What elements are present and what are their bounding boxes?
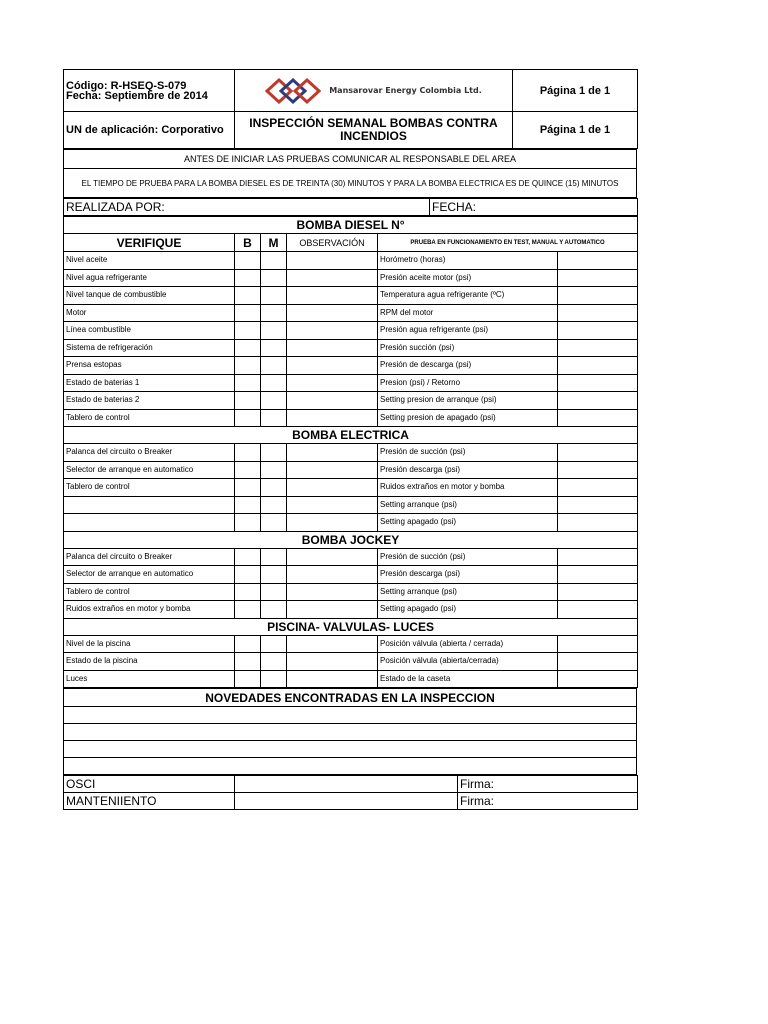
prueba-value-field[interactable]: [558, 357, 638, 375]
prueba-item: Presión de succión (psi): [378, 548, 558, 566]
verifique-item: Estado de baterias 2: [64, 392, 235, 410]
prueba-value-field[interactable]: [558, 670, 638, 688]
inspection-form: [63, 69, 637, 810]
check-b[interactable]: [235, 601, 261, 619]
prueba-value-field[interactable]: [558, 339, 638, 357]
prueba-item: Setting presion de apagado (psi): [378, 409, 558, 427]
un-aplicacion: UN de aplicación: Corporativo: [64, 112, 235, 149]
osci-firma-field[interactable]: Firma:: [458, 776, 638, 793]
check-m[interactable]: [261, 461, 287, 479]
table-row: [64, 392, 638, 410]
verifique-item: Ruidos extraños en motor y bomba: [64, 601, 235, 619]
observacion-field[interactable]: [287, 601, 378, 619]
table-row: [64, 339, 638, 357]
prueba-item: Presión succión (psi): [378, 339, 558, 357]
prueba-item: Setting arranque (psi): [378, 496, 558, 514]
check-m[interactable]: [261, 357, 287, 375]
observacion-field[interactable]: [287, 374, 378, 392]
check-b[interactable]: [235, 304, 261, 322]
table-row: [64, 635, 638, 653]
code-date-cell: [64, 70, 235, 112]
table-row: [64, 444, 638, 462]
observacion-field[interactable]: [287, 653, 378, 671]
table-row: [64, 322, 638, 340]
check-b[interactable]: [235, 479, 261, 497]
observacion-field[interactable]: [287, 635, 378, 653]
check-m[interactable]: [261, 304, 287, 322]
table-row: [64, 514, 638, 532]
verifique-item: Nivel de la piscina: [64, 635, 235, 653]
check-b[interactable]: [235, 566, 261, 584]
table-row: [64, 269, 638, 287]
form-header: [63, 69, 638, 149]
observacion-field[interactable]: [287, 566, 378, 584]
prueba-value-field[interactable]: [558, 566, 638, 584]
table-row: [64, 374, 638, 392]
notice-tiempo-prueba: EL TIEMPO DE PRUEBA PARA LA BOMBA DIESEL ES DE TREINTA (30) MINUTOS Y PARA LA BOMBA ELECTRICA ES DE QUINCE (15) MINUTOS: [64, 169, 637, 198]
prueba-value-field[interactable]: [558, 635, 638, 653]
piscina-rows: [64, 635, 638, 688]
check-m[interactable]: [261, 479, 287, 497]
check-b[interactable]: [235, 322, 261, 340]
jockey-rows: [64, 548, 638, 618]
check-b[interactable]: [235, 670, 261, 688]
check-b[interactable]: [235, 287, 261, 305]
check-m[interactable]: [261, 635, 287, 653]
verifique-item: Luces: [64, 670, 235, 688]
check-b[interactable]: [235, 583, 261, 601]
prueba-item: Setting arranque (psi): [378, 583, 558, 601]
novedades-line[interactable]: [64, 724, 637, 741]
diesel-rows: [64, 252, 638, 427]
novedades-line[interactable]: [64, 741, 637, 758]
table-row: [64, 479, 638, 497]
check-m[interactable]: [261, 601, 287, 619]
prueba-value-field[interactable]: [558, 601, 638, 619]
verifique-item: Sistema de refrigeración: [64, 339, 235, 357]
novedades: [63, 688, 637, 775]
prueba-value-field[interactable]: [558, 444, 638, 462]
table-row: [64, 409, 638, 427]
table-row: [64, 601, 638, 619]
prueba-value-field[interactable]: [558, 461, 638, 479]
observacion-field[interactable]: [287, 287, 378, 305]
check-m[interactable]: [261, 339, 287, 357]
prueba-value-field[interactable]: [558, 322, 638, 340]
prueba-value-field[interactable]: [558, 287, 638, 305]
prueba-item: Presion (psi) / Retorno: [378, 374, 558, 392]
verifique-item: Línea combustible: [64, 322, 235, 340]
prueba-value-field[interactable]: [558, 409, 638, 427]
table-row: [64, 670, 638, 688]
prueba-item: Ruidos extraños en motor y bomba: [378, 479, 558, 497]
observacion-field[interactable]: [287, 409, 378, 427]
verifique-item: [64, 496, 235, 514]
prueba-item: Posición válvula (abierta / cerrada): [378, 635, 558, 653]
observacion-field[interactable]: [287, 392, 378, 410]
realizada-por-field[interactable]: REALIZADA POR:: [64, 199, 430, 216]
check-b[interactable]: [235, 409, 261, 427]
observacion-field[interactable]: [287, 461, 378, 479]
mantenimiento-firma-field[interactable]: Firma:: [458, 793, 638, 810]
prueba-value-field[interactable]: [558, 252, 638, 270]
prueba-value-field[interactable]: [558, 269, 638, 287]
page-number-2: Página 1 de 1: [513, 112, 638, 149]
company-logo-icon: [265, 78, 321, 104]
col-observacion: OBSERVACIÓN: [287, 234, 378, 252]
verifique-item: Tablero de control: [64, 583, 235, 601]
check-b[interactable]: [235, 339, 261, 357]
prueba-value-field[interactable]: [558, 583, 638, 601]
form-date: Fecha: Septiembre de 2014: [66, 89, 208, 102]
novedades-line[interactable]: [64, 707, 637, 724]
check-m[interactable]: [261, 392, 287, 410]
prueba-item: Presión de descarga (psi): [378, 357, 558, 375]
check-m[interactable]: [261, 566, 287, 584]
verifique-item: Nivel agua refrigerante: [64, 269, 235, 287]
check-b[interactable]: [235, 252, 261, 270]
check-b[interactable]: [235, 635, 261, 653]
verifique-item: Tablero de control: [64, 479, 235, 497]
observacion-field[interactable]: [287, 514, 378, 532]
verifique-item: Prensa estopas: [64, 357, 235, 375]
check-m[interactable]: [261, 583, 287, 601]
check-m[interactable]: [261, 269, 287, 287]
prueba-item: Setting presion de arranque (psi): [378, 392, 558, 410]
check-m[interactable]: [261, 670, 287, 688]
prueba-value-field[interactable]: [558, 653, 638, 671]
table-row: [64, 583, 638, 601]
col-prueba: PRUEBA EN FUNCIONAMIENTO EN TEST, MANUAL Y AUTOMATICO: [378, 234, 638, 252]
check-m[interactable]: [261, 548, 287, 566]
observacion-field[interactable]: [287, 479, 378, 497]
check-m[interactable]: [261, 514, 287, 532]
form-code: Código: R-HSEQ-S-079: [66, 79, 187, 92]
prueba-item: Setting apagado (psi): [378, 601, 558, 619]
table-row: [64, 548, 638, 566]
section-piscina: PISCINA- VALVULAS- LUCES: [64, 618, 638, 635]
mantenimiento-name-field[interactable]: [235, 793, 458, 810]
verifique-item: Nivel aceite: [64, 252, 235, 270]
check-b[interactable]: [235, 548, 261, 566]
prueba-item: Horómetro (horas): [378, 252, 558, 270]
verifique-item: Selector de arranque en automatico: [64, 566, 235, 584]
table-row: [64, 252, 638, 270]
col-m: M: [261, 234, 287, 252]
table-row: [64, 287, 638, 305]
verifique-item: Estado de la piscina: [64, 653, 235, 671]
check-m[interactable]: [261, 374, 287, 392]
fecha-field[interactable]: FECHA:: [430, 199, 638, 216]
check-m[interactable]: [261, 409, 287, 427]
verifique-item: Tablero de control: [64, 409, 235, 427]
observacion-field[interactable]: [287, 269, 378, 287]
check-m[interactable]: [261, 444, 287, 462]
check-b[interactable]: [235, 269, 261, 287]
check-b[interactable]: [235, 444, 261, 462]
form-title: INSPECCIÓN SEMANAL BOMBAS CONTRA INCENDIOS: [235, 112, 513, 149]
verifique-item: Nivel tanque de combustible: [64, 287, 235, 305]
check-b[interactable]: [235, 461, 261, 479]
prueba-value-field[interactable]: [558, 514, 638, 532]
prueba-item: Posición válvula (abierta/cerrada): [378, 653, 558, 671]
prueba-item: Presión de succión (psi): [378, 444, 558, 462]
prueba-value-field[interactable]: [558, 548, 638, 566]
observacion-field[interactable]: [287, 496, 378, 514]
logo-cell: [235, 70, 513, 112]
prueba-item: Setting apagado (psi): [378, 514, 558, 532]
col-verifique: VERIFIQUE: [64, 234, 235, 252]
prueba-value-field[interactable]: [558, 374, 638, 392]
prueba-item: Presión aceite motor (psi): [378, 269, 558, 287]
firmas: [63, 775, 638, 810]
col-b: B: [235, 234, 261, 252]
prueba-item: Temperatura agua refrigerante (ºC): [378, 287, 558, 305]
prueba-item: Presión descarga (psi): [378, 566, 558, 584]
prueba-value-field[interactable]: [558, 479, 638, 497]
prueba-value-field[interactable]: [558, 304, 638, 322]
section-bomba-diesel: BOMBA DIESEL N°: [64, 217, 638, 234]
observacion-field[interactable]: [287, 322, 378, 340]
realizada-row: [63, 198, 638, 216]
check-b[interactable]: [235, 357, 261, 375]
observacion-field[interactable]: [287, 548, 378, 566]
checklist: [63, 216, 638, 688]
table-row: [64, 566, 638, 584]
verifique-item: Palanca del circuito o Breaker: [64, 548, 235, 566]
table-row: [64, 304, 638, 322]
check-m[interactable]: [261, 322, 287, 340]
check-b[interactable]: [235, 374, 261, 392]
observacion-field[interactable]: [287, 304, 378, 322]
prueba-item: Estado de la caseta: [378, 670, 558, 688]
page-number: Página 1 de 1: [513, 70, 638, 112]
prueba-item: RPM del motor: [378, 304, 558, 322]
check-b[interactable]: [235, 496, 261, 514]
verifique-item: Motor: [64, 304, 235, 322]
observacion-field[interactable]: [287, 670, 378, 688]
verifique-item: Palanca del circuito o Breaker: [64, 444, 235, 462]
verifique-item: [64, 514, 235, 532]
table-row: [64, 357, 638, 375]
osci-label: OSCI: [64, 776, 235, 793]
prueba-item: Presión descarga (psi): [378, 461, 558, 479]
osci-name-field[interactable]: [235, 776, 458, 793]
electrica-rows: [64, 444, 638, 532]
observacion-field[interactable]: [287, 444, 378, 462]
table-row: [64, 653, 638, 671]
observacion-field[interactable]: [287, 357, 378, 375]
check-b[interactable]: [235, 653, 261, 671]
section-bomba-jockey: BOMBA JOCKEY: [64, 531, 638, 548]
prueba-item: Presión agua refrigerante (psi): [378, 322, 558, 340]
observacion-field[interactable]: [287, 252, 378, 270]
notice-comunicar: ANTES DE INICIAR LAS PRUEBAS COMUNICAR AL RESPONSABLE DEL AREA: [64, 150, 637, 169]
check-m[interactable]: [261, 496, 287, 514]
prueba-value-field[interactable]: [558, 392, 638, 410]
mantenimiento-label: MANTENIIENTO: [64, 793, 235, 810]
check-m[interactable]: [261, 252, 287, 270]
verifique-item: Selector de arranque en automatico: [64, 461, 235, 479]
company-name: Mansarovar Energy Colombia Ltd.: [329, 85, 482, 95]
table-row: [64, 461, 638, 479]
check-m[interactable]: [261, 653, 287, 671]
table-row: [64, 496, 638, 514]
check-m[interactable]: [261, 287, 287, 305]
observacion-field[interactable]: [287, 339, 378, 357]
section-bomba-electrica: BOMBA ELECTRICA: [64, 427, 638, 444]
novedades-title: NOVEDADES ENCONTRADAS EN LA INSPECCION: [64, 689, 637, 707]
check-b[interactable]: [235, 392, 261, 410]
observacion-field[interactable]: [287, 583, 378, 601]
prueba-value-field[interactable]: [558, 496, 638, 514]
check-b[interactable]: [235, 514, 261, 532]
novedades-line[interactable]: [64, 758, 637, 775]
notices: [63, 149, 637, 198]
verifique-item: Estado de baterias 1: [64, 374, 235, 392]
